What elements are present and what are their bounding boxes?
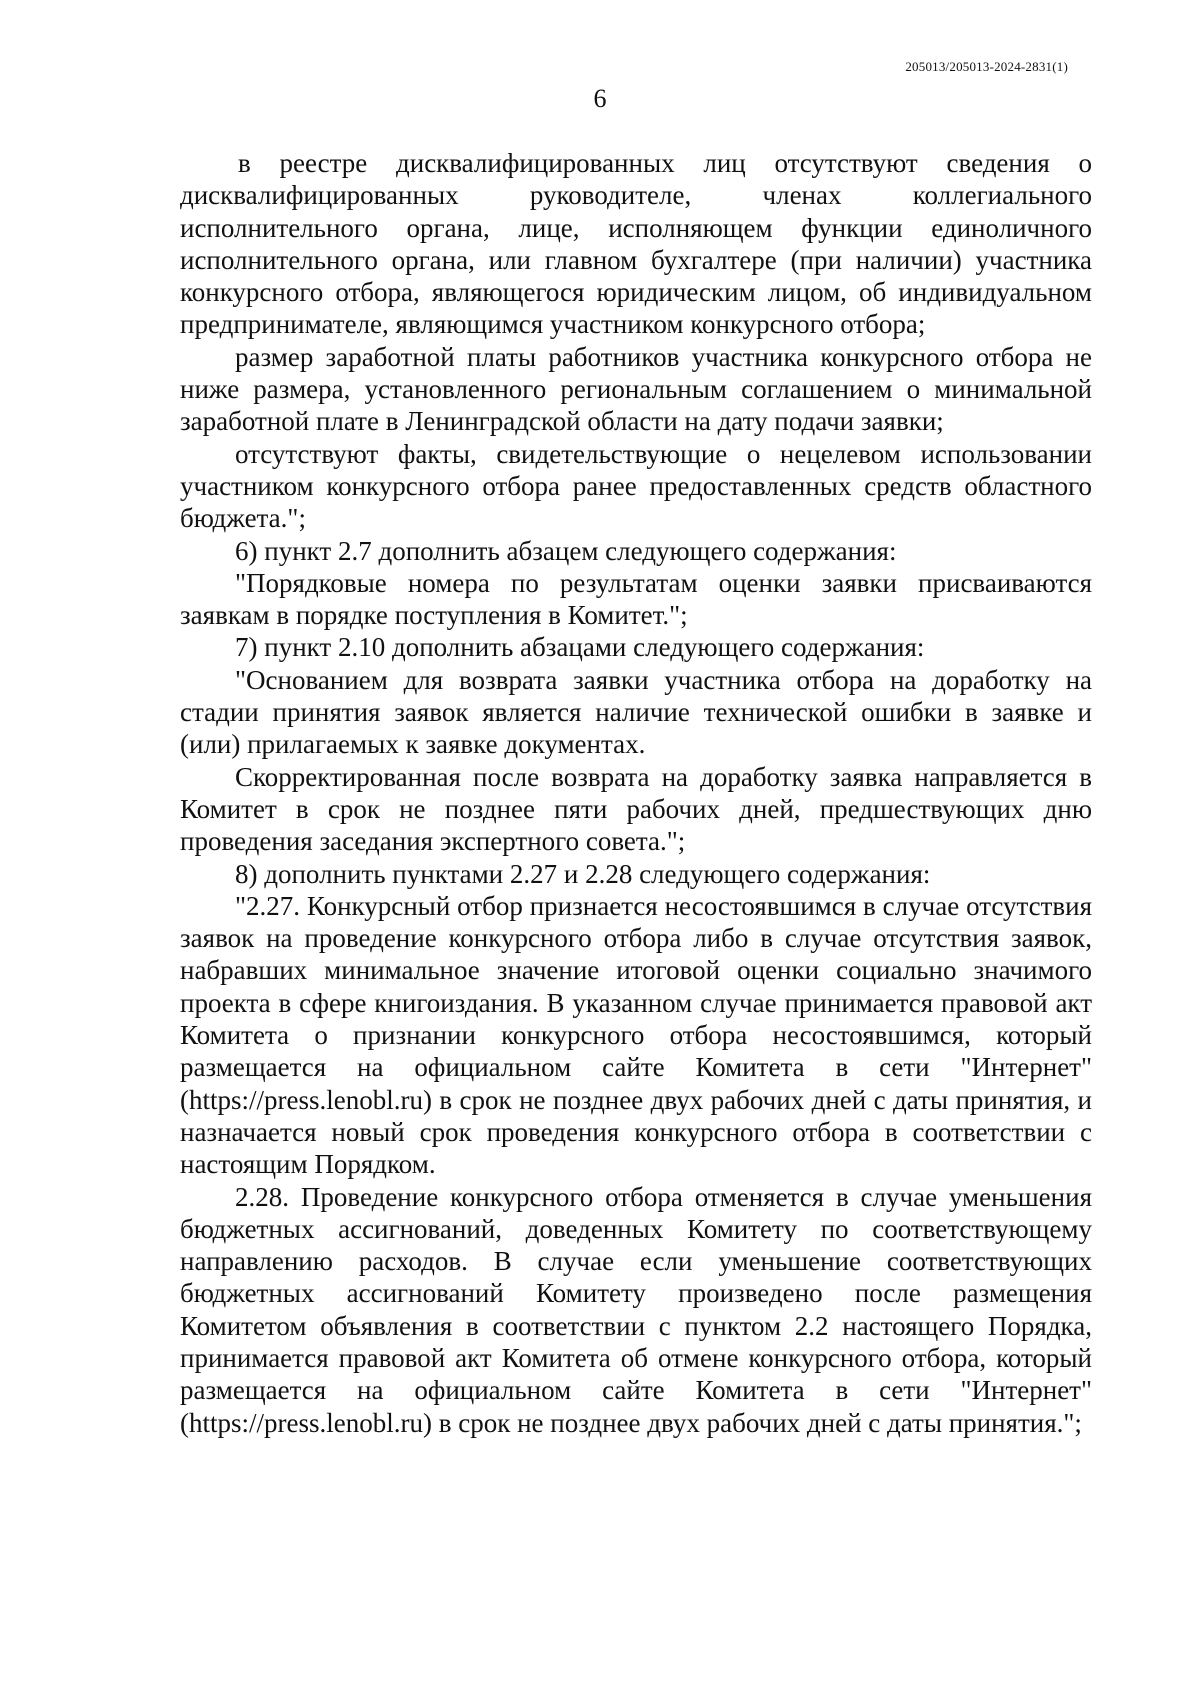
paragraph: в реестре дисквалифицированных лиц отсутствуют сведения о дисквалифицированных руководителе, членах коллегиального исполнительного органа, лице, исполняющем функции единоличного исполнительного органа, или главном бухгалтере (при наличии) участника конкурсного отбора, являющегося юридическим лицом, об индивидуальном предпринимателе, являющимся участником конкурсного отбора; (180, 148, 1092, 340)
paragraph: 2.28. Проведение конкурсного отбора отменяется в случае уменьшения бюджетных ассигнований, доведенных Комитету по соответствующему направлению расходов. В случае если уменьшение соответствующих бюджетных ассигнований Комитету произведено после размещения Комитетом объявления в соответствии с пунктом 2.2 настоящего Порядка, принимается правовой акт Комитета об отмене конкурсного отбора, который размещается на официальном сайте Комитета в сети "Интернет" (https://press.lenobl.ru) в срок не позднее двух рабочих дней с даты принятия."; (180, 1181, 1092, 1438)
paragraph: размер заработной платы работников участника конкурсного отбора не ниже размера, установленного региональным соглашением о минимальной заработной плате в Ленинградской области на дату подачи заявки; (180, 341, 1092, 437)
paragraph: "2.27. Конкурсный отбор признается несостоявшимся в случае отсутствия заявок на проведение конкурсного отбора либо в случае отсутствия заявок, набравших минимальное значение итоговой оценки социально значимого проекта в сфере книгоиздания. В указанном случае принимается правовой акт Комитета о признании конкурсного отбора несостоявшимся, который размещается на официальном сайте Комитета в сети "Интернет" (https://press.lenobl.ru) в срок не позднее двух рабочих дней с даты принятия, и назначается новый срок проведения конкурсного отбора в соответствии с настоящим Порядком. (180, 890, 1092, 1180)
paragraph: 8) дополнить пунктами 2.27 и 2.28 следующего содержания: (235, 858, 931, 889)
paragraph: 6) пункт 2.7 дополнить абзацем следующего содержания: (235, 535, 897, 566)
paragraph: отсутствуют факты, свидетельствующие о нецелевом использовании участником конкурсного отбора ранее предоставленных средств областного бюджета."; (180, 438, 1092, 534)
paragraph: "Основанием для возврата заявки участника отбора на доработку на стадии принятия заявок является наличие технической ошибки в заявке и (или) прилагаемых к заявке документах. (180, 664, 1092, 760)
paragraph: Скорректированная после возврата на доработку заявка направляется в Комитет в срок не позднее пяти рабочих дней, предшествующих дню проведения заседания экспертного совета."; (180, 761, 1092, 857)
paragraph: "Порядковые номера по результатам оценки заявки присваиваются заявкам в порядке поступления в Комитет."; (180, 567, 1092, 631)
document-body (180, 147, 1092, 1439)
paragraph: 7) пункт 2.10 дополнить абзацами следующего содержания: (235, 632, 925, 663)
page-number: 6 (593, 84, 607, 113)
document-id: 205013/205013-2024-2831(1) (905, 59, 1068, 74)
